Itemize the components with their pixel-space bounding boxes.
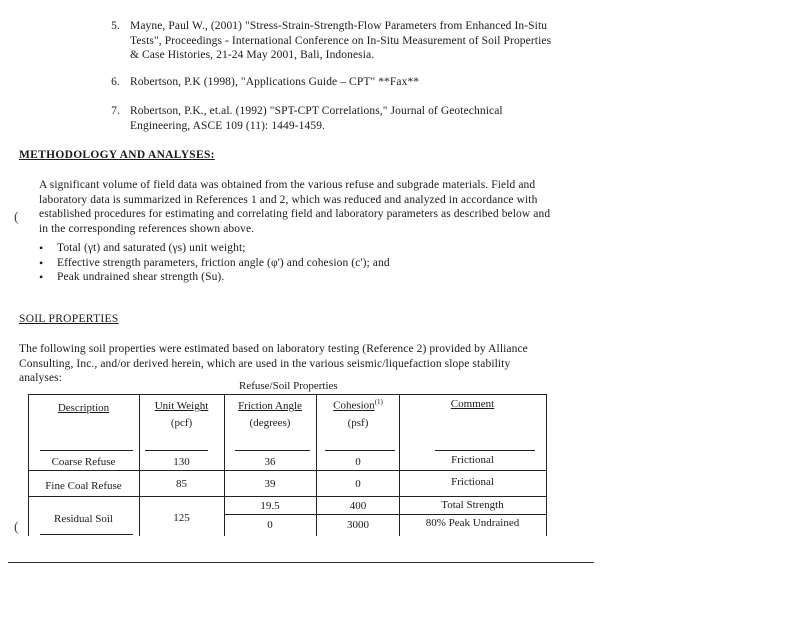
reference-line: Mayne, Paul W., (2001) "Stress-Strain-Strength-Flow Parameters from Enhanced In-Situ <box>130 20 548 32</box>
table-rule <box>40 534 133 535</box>
cell-comment: 80% Peak Undrained <box>425 517 520 529</box>
header-unit-weight: Unit Weight (pcf) <box>154 400 209 429</box>
punch-hole-mark: ( <box>14 520 19 535</box>
reference-line: Robertson, P.K., et.al. (1992) "SPT-CPT Correlations," Journal of Geotechnical <box>130 105 503 117</box>
paragraph-line: established procedures for estimating and correlating field and laboratory parameters as described below and <box>39 208 551 221</box>
table-rule <box>139 394 140 536</box>
reference-text <box>130 19 572 63</box>
reference-number: 5. <box>111 20 120 32</box>
paragraph-line: Consulting, Inc., and/or derived herein, which are used in the various seismic/liquefaction slope stability <box>19 357 511 370</box>
paragraph-line: analyses: <box>19 372 63 385</box>
header-comment: Comment <box>450 398 495 410</box>
cell-friction-angle: 0 <box>267 519 273 531</box>
reference-text <box>130 104 572 133</box>
cell-cohesion: 400 <box>349 500 367 512</box>
table-rule <box>235 450 310 451</box>
table-rule <box>225 514 547 515</box>
methodology-paragraph <box>39 178 571 236</box>
reference-line: & Case Histories, 21-24 May 2001, Bali, Indonesia. <box>130 49 375 62</box>
table-rule <box>316 394 317 536</box>
table-rule <box>28 470 547 471</box>
table-rule <box>546 394 547 536</box>
cell-description: Coarse Refuse <box>51 456 116 468</box>
cell-cohesion: 3000 <box>347 519 369 531</box>
paragraph-line: in the corresponding references shown above. <box>39 222 255 235</box>
cell-comment: Total Strength <box>441 499 504 511</box>
cell-description: Residual Soil <box>54 513 113 525</box>
cell-cohesion: 0 <box>355 478 361 490</box>
methodology-heading: METHODOLOGY AND ANALYSES: <box>19 149 215 161</box>
cell-cohesion: 0 <box>355 456 361 468</box>
cell-description: Fine Coal Refuse <box>45 480 122 492</box>
reference-text <box>130 75 572 90</box>
cell-comment: Frictional <box>451 454 494 466</box>
table-caption: Refuse/Soil Properties <box>239 380 338 392</box>
table-rule <box>28 496 547 497</box>
page-bottom-rule <box>8 562 594 563</box>
table-rule <box>399 394 400 536</box>
table-rule <box>224 394 225 536</box>
table-rule <box>28 394 29 536</box>
paragraph-line: A significant volume of field data was obtained from the various refuse and subgrade materials. Field and <box>39 179 536 191</box>
cell-friction-angle: 36 <box>264 456 276 468</box>
cell-unit-weight: 85 <box>176 478 187 490</box>
cell-comment: Frictional <box>451 476 494 488</box>
header-cohesion: Cohesion$^{(1)}$ (psf) <box>333 398 383 429</box>
cell-friction-angle: 39 <box>264 478 276 490</box>
table-rule <box>435 450 535 451</box>
soil-properties-heading: SOIL PROPERTIES <box>19 313 119 325</box>
table-rule <box>40 450 133 451</box>
table-rule <box>28 394 547 395</box>
paragraph-line: laboratory data is summarized in References 1 and 2, which was reduced and analyzed in accordance with <box>39 193 538 206</box>
punch-hole-mark: ( <box>14 210 19 225</box>
header-description: Description <box>57 402 110 414</box>
reference-line: Robertson, P.K (1998), "Applications Guide – CPT" **Fax** <box>130 76 420 88</box>
list-item: • Total (γt) and saturated (γs) unit weight; <box>39 241 559 256</box>
list-item: • Effective strength parameters, friction angle (φ') and cohesion (c'); and <box>39 256 559 271</box>
reference-number: 7. <box>111 105 120 117</box>
reference-line: Engineering, ASCE 109 (11): 1449-1459. <box>130 119 326 132</box>
reference-line: Tests", Proceedings - International Conference on In-Situ Measurement of Soil Properties <box>130 34 552 47</box>
paragraph-line: The following soil properties were estimated based on laboratory testing (Reference 2) provided by Alliance <box>19 343 528 355</box>
cell-unit-weight: 130 <box>173 456 190 468</box>
header-friction-angle: Friction Angle (degrees) <box>238 400 302 429</box>
methodology-bullets <box>39 241 559 285</box>
cell-unit-weight: 125 <box>173 512 190 524</box>
cell-friction-angle: 19.5 <box>260 500 280 512</box>
table-rule <box>145 450 208 451</box>
reference-number: 6. <box>111 76 120 88</box>
table-rule <box>325 450 395 451</box>
list-item: • Peak undrained shear strength (Su). <box>39 270 559 285</box>
